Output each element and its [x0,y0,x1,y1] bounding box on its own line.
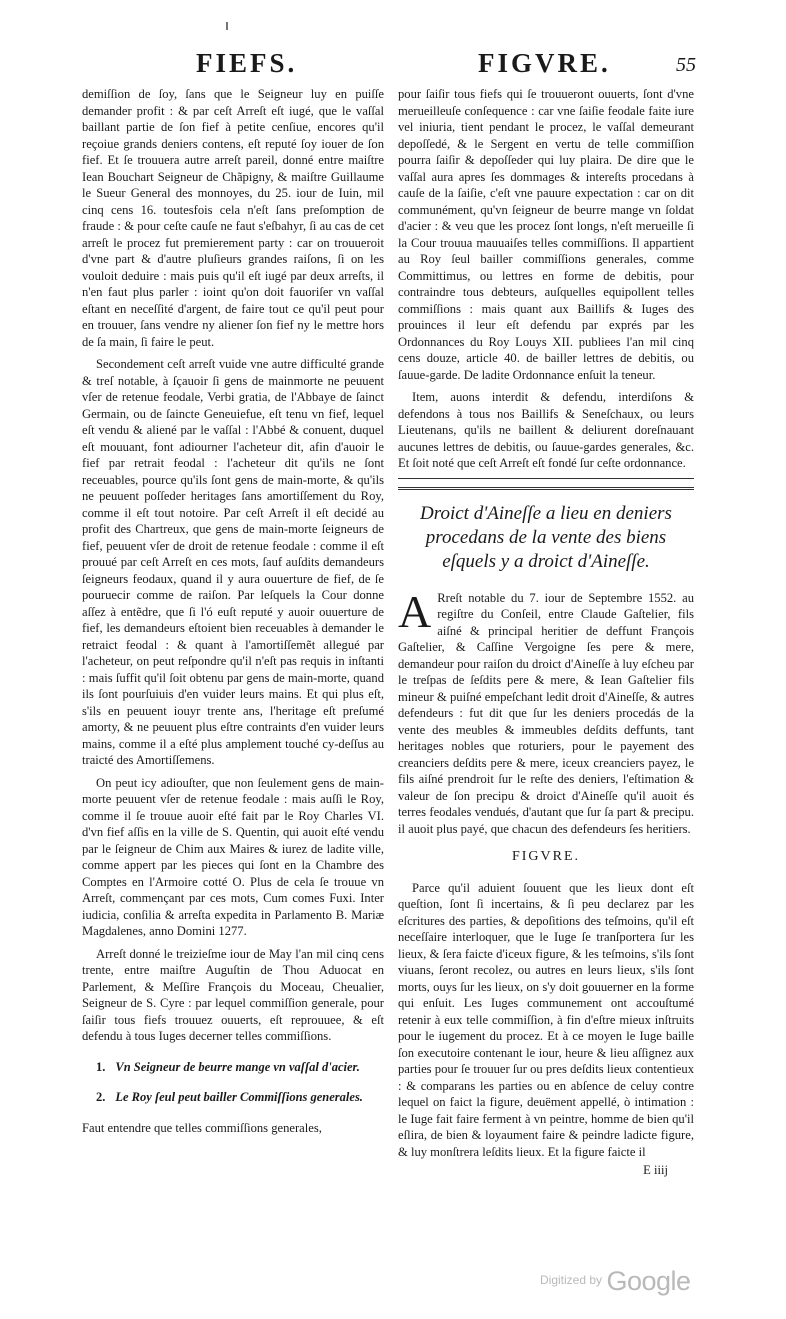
right-paragraph-1: pour ſaiſir tous fiefs qui ſe trouueront ouuerts, ſont d'vne merueilleuſe conſequence : car vne ſaiſie feodale faite iure vel iniuria, tient pendant le procez, le vaſſal demeurant depoſſedé, & le Sergent en vertu de telle commiſſion pourra ſaiſir & depoſſeder qui luy plaira. De dire que le vaſſal aura apres ſes dommages & intereſts procedans à cauſe de la ſaiſie, c'eſt vne pauure expectation : car on dit communément, qu'vn ſeigneur de beurre mange vn ſoldat d'acier : & veu que les procez ſont longs, n'eſt merueille ſi la Cour trouua mauuaiſes telles commiſſions. Il appartient au Roy ſeul bailler commiſſions generales, comme Committimus, ou lettres en forme de debitis, pour contraindre tous debteurs, auſquelles equipollent telles commiſſions : mais quant aux Baillifs & Iuges des prouinces il leur eſt defendu par exprés par les Ordonnances du Roy Louys XII. publiees l'an mil cinq cens douze, article 40. de bailler lettres de debitis, ou ſauue-garde. De ladite Ordonnance enſuit la teneur. [398,87,694,382]
side-note-2-number: 2. [96,1090,106,1104]
figure-paragraph: Parce qu'il aduient ſouuent que les lieux dont eſt queſtion, ſont ſi incertains, & ſi peu declarez par les eſcritures des parties, & depoſitions des teſmoins, qu'il eſt neceſſaire interloquer, que le Iuge ſe tranſportera ſur les lieux, & ſera faicte d'iceux figure, & les teſmoins, s'ils ſont viuans, ſeront recolez, ou autres en leurs lieux, s'ils ſont morts, ouys ſur les lieux, on s'y doit gouuerner en la forme qui enſuit. Les Iuges communement ont accouſtumé retenir à eux telle commiſſion, à fin d'eſtre mieux inſtruits pour le iugement du procez. Et à ce moyen le Iuge baille ſon executoire contenant le iour, heure & lieu aſſignez aux parties pour ſe trouuer ſur ou pres deſdits lieux contentieux : & comparans les parties ou en abſence de celuy contre lequel on faict la figure, deuëment appellé, ò intimation : le Iuge fait faire ferment à vn peintre, homme de bien qu'il eſlira, de bien & loyaument faire & peindre ladicte figure, & luy monſtrera leſdits lieux. Et la figure faicte il [398,880,694,1159]
section-paragraph [398,585,694,838]
digitized-watermark [540,1266,691,1297]
running-head-left: FIEFS. [196,48,298,78]
left-paragraph-1: demiſſion de ſoy, ſans que le Seigneur luy en puiſſe demander profit : & par ceſt Arreſt eſt iugé, que le vaſſal baillant partie de ſon fief à petite cenſiue, encores qu'il reçoiue grands deniers contens, eſt reputé ſoy iouer de ſon fief. Et ſe trouuera autre arreſt pareil, donné entre maiſtre Iean Bouchart Seigneur de Chãpigny, & maiſtre Guillaume le Sueur General des monnoyes, du 25. iour de Iuin, mil cinq cens 16. toutesfois cela n'eſt ſans preſomption de fraude : & pour ceſte cauſe ne faut s'eſbahyr, ſi au cas de cet arreſt le procez fut premierement party : car on trouueroit d'vne part & d'autre pluſieurs grandes raiſons, ſi on les vouloit deduire : mais puis qu'il eſt iugé par deux arreſts, il n'en faut plus parler : ioint qu'on doit fauoriſer vn vaſſal eſtant en neceſſité d'argent, de faire tout ce qu'il peut pour en trouuer, ſans vendre ny aliener ſon fief ny le mettre hors de ſa main, ſi faire le peut. [82,87,384,349]
page-number: 55 [676,54,696,76]
side-note-2-text: Le Roy ſeul peut bailler Commiſſions generales. [115,1090,363,1104]
digitized-by-text: Digitized by [540,1273,603,1287]
left-paragraph-4: Arreſt donné le treizieſme iour de May l'an mil cinq cens trente, entre maiſtre Auguſtin de Thou Aduocat en Parlement, & Meſſire François du Moceau, Cheualier, Seigneur de S. Cyre : par lequel commiſſion generale, pour ſaiſir tous fiefs trouuez ouuerts, eſt reprouuee, & eſt defendu à tous Iuges decerner telles commiſſions. [82,946,384,1043]
right-paragraph-2: Item, auons interdit & defendu, interdiſons & defendons à tous nos Baillifs & Seneſchaux, ou leurs Lieutenans, qu'ils ne baillent & deliurent doreſnauant aucunes lettres de debitis, ou ſauue-gardes generales, &c. Et ſoit noté que ceſt Arreſt eſt fondé ſur ceſte ordonnance. [398,390,694,470]
google-logo: Google [606,1266,691,1296]
section-rule-top [398,478,694,479]
section-title: Droict d'Aineſſe a lieu en deniers procedans de la vente des biens eſquels y a droict d'Aineſſe. [420,502,672,572]
figure-subheading: FIGVRE. [511,849,581,864]
side-note-1-text: Vn Seigneur de beurre mange vn vaſſal d'acier. [115,1059,360,1074]
left-paragraph-3: On peut icy adiouſter, que non ſeulement gens de main-morte peuuent vſer de retenue feodale : mais auſſi le Roy, comme il ſe trouue auoir eſté fait par le Roy Charles VI. d'vn fief aſſis en la ville de S. Quentin, qui auoit eſté vendu par le ſeigneur de Chim aux Maires & iurez de ladite ville, comme appert par les pieces qui ſont en la Chambre des Comptes en l'Armoire cotté O. Plus de cela ſe trouue vn Arreſt, commençant par ces mots, Cum comes Fuxi. Inter iudicia, conſilia & arreſta expedita in Parlamento B. Mariæ Magdalenes, anno Domini 1277. [82,775,384,938]
page-mark [226,22,228,30]
section-paragraph-text: Rreſt notable du 7. iour de Septembre 1552. au regiſtre du Conſeil, entre Claude Gaſtelier, fils aiſné & principal heritier de deffunt François Gaſtelier, & Caſſine Vergoigne ſes pere & mere, demandeur pour raiſon du droict d'Aineſſe à luy eſcheu par le treſpas de ſeſdits pere & mere, & Iean Gaſtelier fils mineur & puiſné empeſchant ledit droit d'Aineſſe, & autres defendeurs : fut dit que ſur les deniers procedás de la vente des meubles & immeubles deſdits deffunts, tant heritages nobles que roturiers, pour le payement des creanciers deſdits pere & mere, iceux creanciers payez, le fils aiſné prendroit ſur le reſte des deniers, l'eſtimation & valeur de ſon precipu & droict d'Aineſſe qu'il auoit és terres feodales vendués, d'autant que ſur ſa part & precipu. il auoit plus payé, que chacun des defendeurs ſes heritiers. [398,590,694,836]
side-note-1 [96,1059,384,1076]
drop-cap: A [398,585,432,637]
left-column [82,86,384,1142]
section-rule-double [398,487,694,490]
left-final-line: Faut entendre que telles commiſſions generales, [82,1120,322,1135]
right-column [398,86,694,1185]
signature-mark: E iiij [643,1163,668,1177]
running-head-right: FIGVRE. [478,48,611,78]
side-note-2 [96,1089,384,1106]
side-note-1-number: 1. [96,1059,106,1074]
left-paragraph-2: Secondement ceſt arreſt vuide vne autre difficulté grande & treſ notable, à ſçauoir ſi gens de mainmorte ne peuuent vſer de retenue feodale, Verbi gratia, de l'Abbaye de ſainct Germain, ou de ſaincte Geneuiefue, eſt tenu vn fief, lequel eſt vendu & aliené par le vaſſal : l'Abbé & conuent, duquel eſt mouuant, font adiourner l'acheteur dit, afin d'auoir le fief par retrait feodal : l'acheteur dit qu'ils ne ſont receuables, pource qu'ils ſont gens de main-morte, & qu'ils ne peuuent poſſeder heritages ſans amortiſſement du Roy, comme il eſt tout notoire. Par ceſt Arreſt il eſt decidé au profit des Chartreux, que gens de main-morte ſeigneurs de fief, peuuent vſer de droit de retenue feodale : comme il eſt prouué par ceſt Arreſt en ces mots, ſauf auſdits demandeurs ſeigneurs feodaux, quand il y aura ouuerture de fief, de ſe pouruecir comme de raiſon. Par leſquels la Cour donne aſſez à entẽdre, que ſi l'ó euſt reputé y auoir ouuerture de fief, les demandeurs eſtoient bien receuables à demander le retraict feodal : & quant à l'amortiſſemẽt allegué par l'acheteur, on peut reſpondre qu'il n'eſt pas requis in inſtanti : mais ſuffit qu'il ſoit obtenu par gens de main-morte, quand ils ſont pourſuiuis d'en vuider leurs mains. Et qui plus eſt, s'ils en peuuent iouyr trente ans, l'heritage eſt preſumé amorty, & ne peuuent plus eſtre contraints d'en vuider leurs mains, comme il a eſté plus amplement touché cy-deſſus au traicté des Amortiſſemens. [82,357,384,767]
